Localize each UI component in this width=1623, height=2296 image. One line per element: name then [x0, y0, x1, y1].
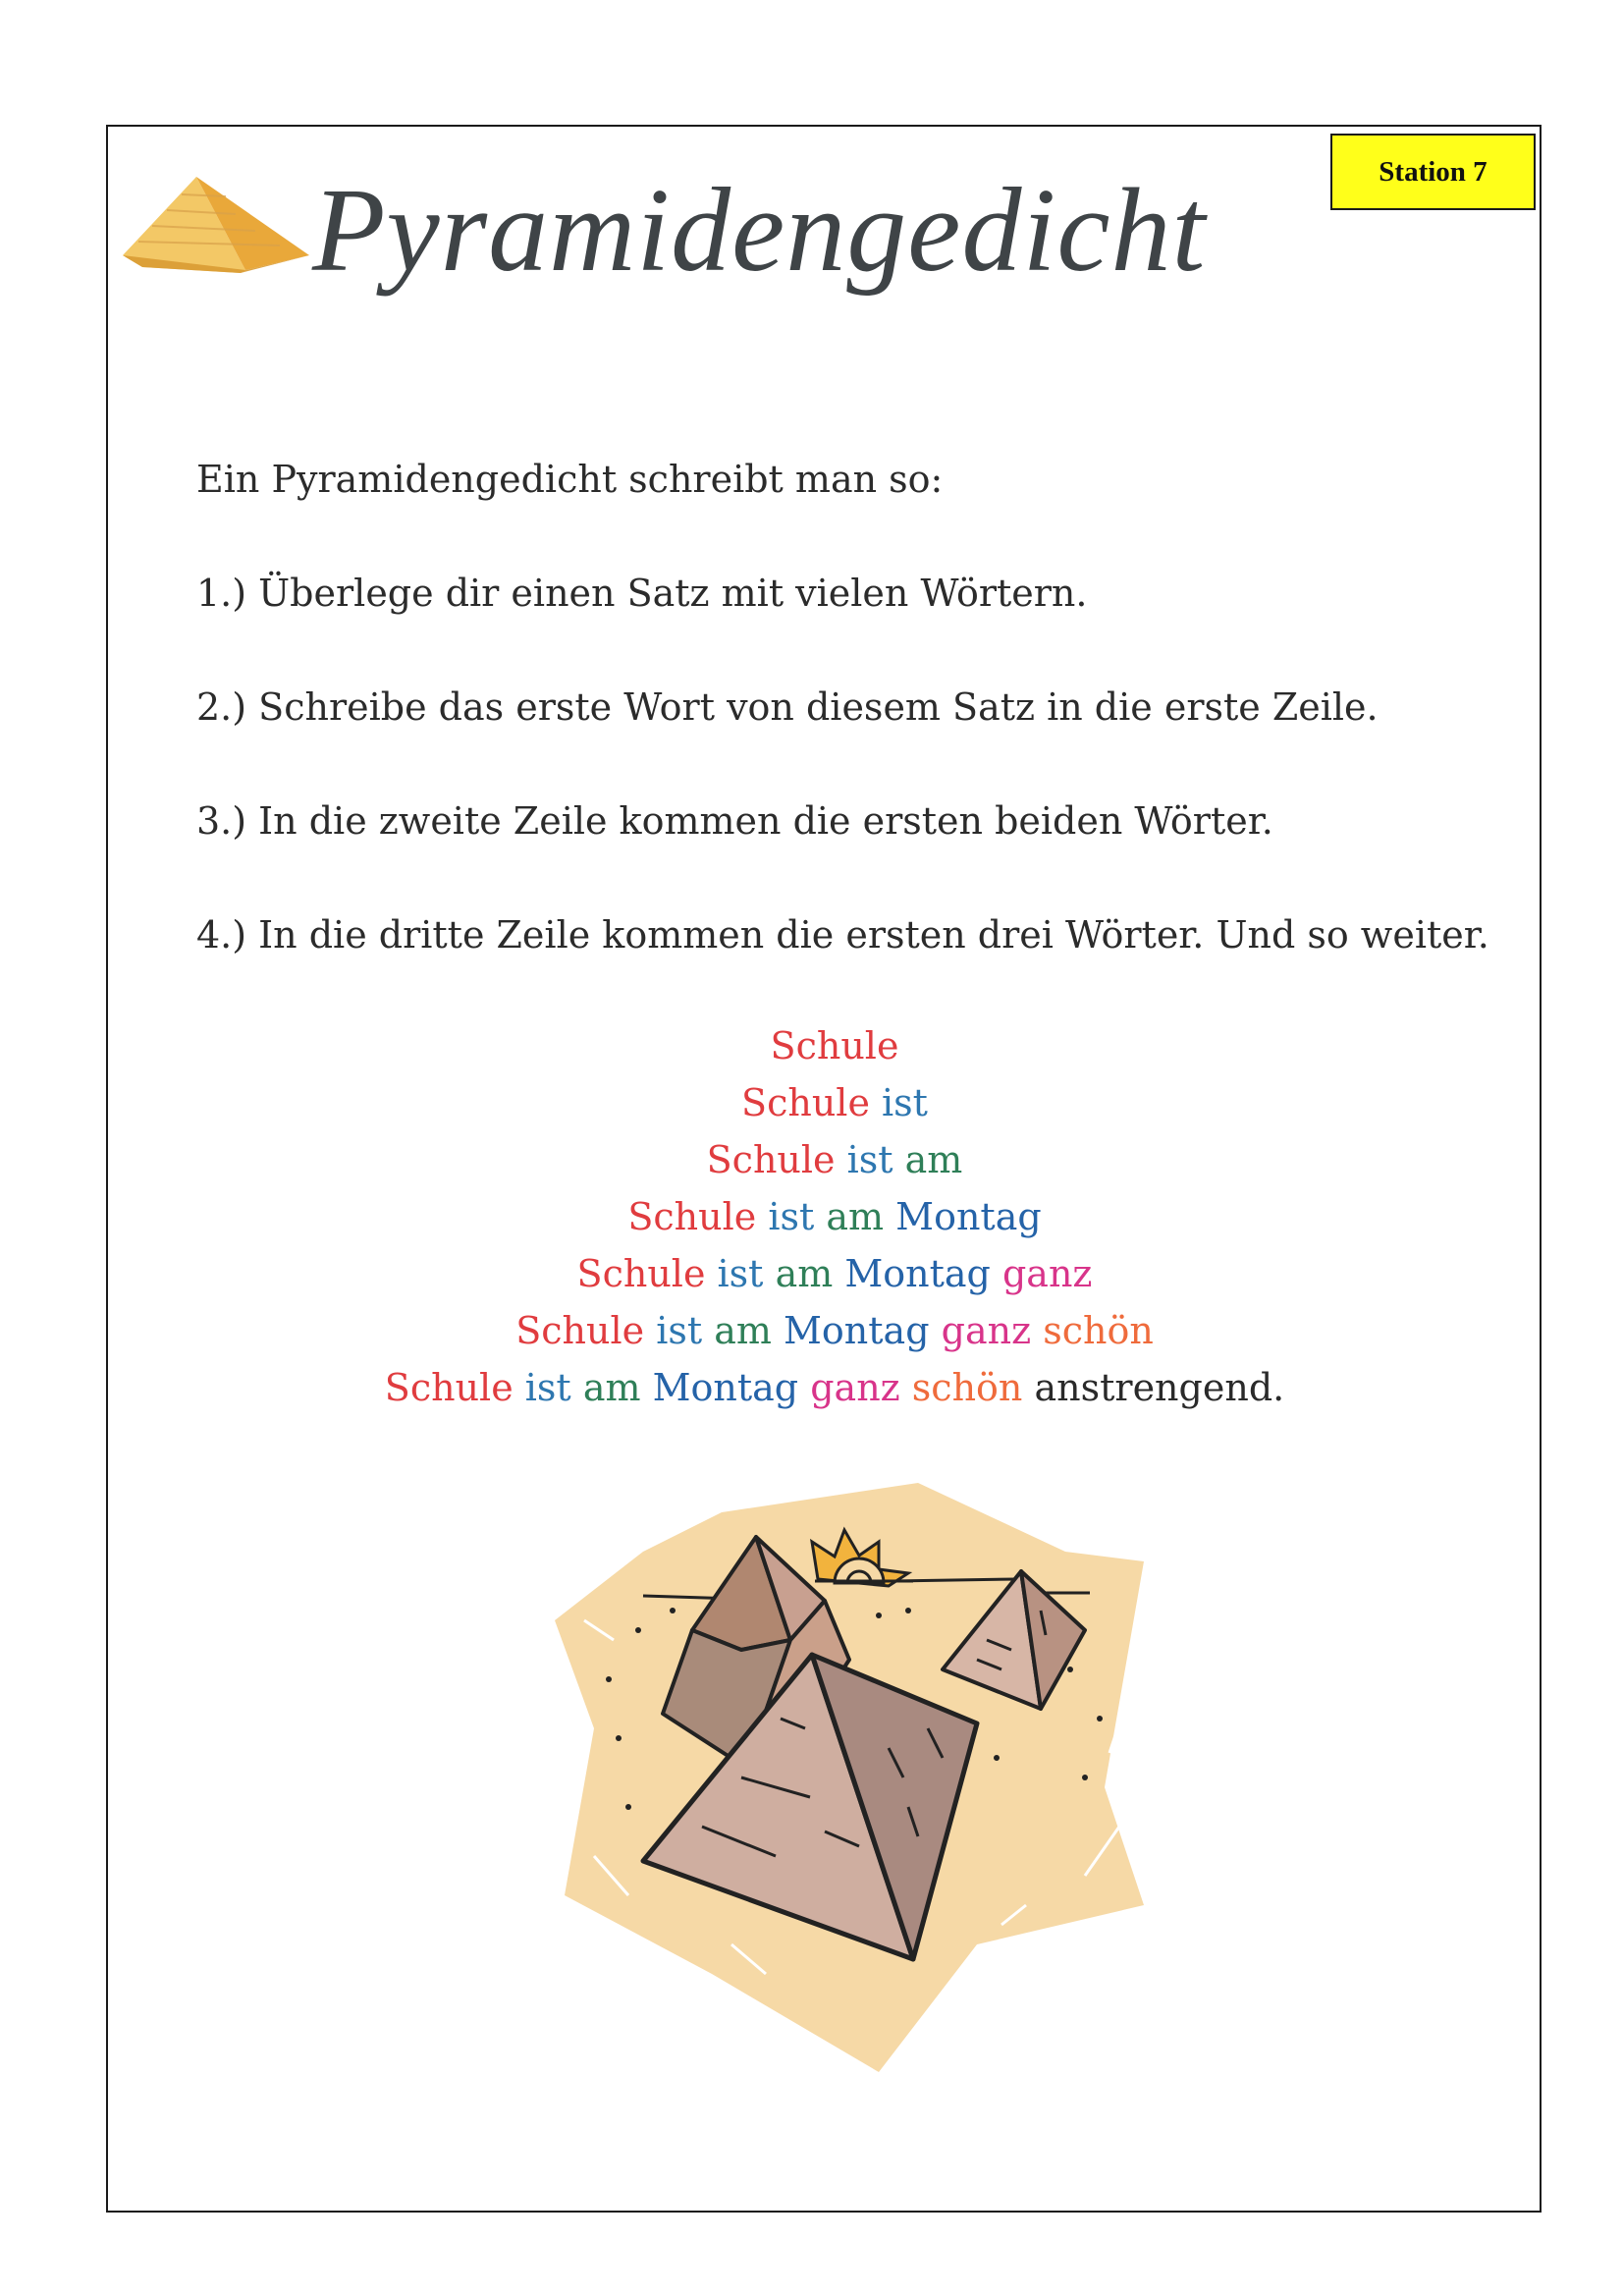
instructions — [196, 452, 1512, 1021]
instruction-step-3: 3.) In die zweite Zeile kommen die ersten beiden Wörter. — [196, 799, 1273, 843]
poem-line-5 — [0, 1245, 1623, 1302]
instruction-step-4: 4.) In die dritte Zeile kommen die ersten drei Wörter. Und so weiter. — [196, 913, 1489, 957]
poem-word: Schule — [384, 1366, 514, 1409]
poem-word: ganz — [941, 1309, 1032, 1352]
poem-word: am — [775, 1252, 834, 1295]
poem-word: Montag — [784, 1309, 930, 1352]
poem-word: Schule — [741, 1081, 870, 1124]
poem-word: am — [582, 1366, 641, 1409]
instruction-step-2: 2.) Schreibe das erste Wort von diesem Satz in die erste Zeile. — [196, 685, 1379, 729]
pyramid-icon — [123, 177, 309, 280]
poem-line-3 — [0, 1131, 1623, 1188]
poem-line-4 — [0, 1188, 1623, 1245]
poem-word: Schule — [576, 1252, 706, 1295]
poem-word: ganz — [1001, 1252, 1093, 1295]
poem-word: ist — [882, 1081, 928, 1124]
instruction-step-1: 1.) Überlege dir einen Satz mit vielen Wörtern. — [196, 572, 1088, 615]
poem-word: Schule — [515, 1309, 645, 1352]
poem-line-6 — [0, 1302, 1623, 1359]
poem-word: Montag — [895, 1195, 1042, 1238]
page-title: Pyramidengedicht — [312, 164, 1207, 297]
station-badge: Station 7 — [1330, 134, 1536, 210]
poem-word: anstrengend. — [1034, 1366, 1285, 1409]
poem-word: am — [826, 1195, 885, 1238]
poem-word: Montag — [652, 1366, 799, 1409]
instructions-intro: Ein Pyramidengedicht schreibt man so: — [196, 458, 944, 501]
pyramids-illustration — [555, 1483, 1154, 2072]
poem-word: Schule — [706, 1138, 836, 1181]
poem-word: am — [714, 1309, 772, 1352]
poem-word: Montag — [844, 1252, 991, 1295]
pyramid-poem — [0, 1017, 1623, 1416]
poem-word: am — [904, 1138, 963, 1181]
poem-word: ist — [768, 1195, 815, 1238]
poem-word: ist — [524, 1366, 571, 1409]
poem-word: Schule — [627, 1195, 757, 1238]
poem-word: ganz — [810, 1366, 900, 1409]
poem-word: schön — [911, 1366, 1023, 1409]
poem-word: ist — [717, 1252, 764, 1295]
poem-line-2 — [0, 1074, 1623, 1131]
poem-word: Schule — [770, 1024, 899, 1067]
poem-line-7 — [0, 1359, 1623, 1416]
poem-word: schön — [1043, 1309, 1154, 1352]
poem-line-1 — [0, 1017, 1623, 1074]
poem-word: ist — [656, 1309, 703, 1352]
poem-word: ist — [846, 1138, 893, 1181]
